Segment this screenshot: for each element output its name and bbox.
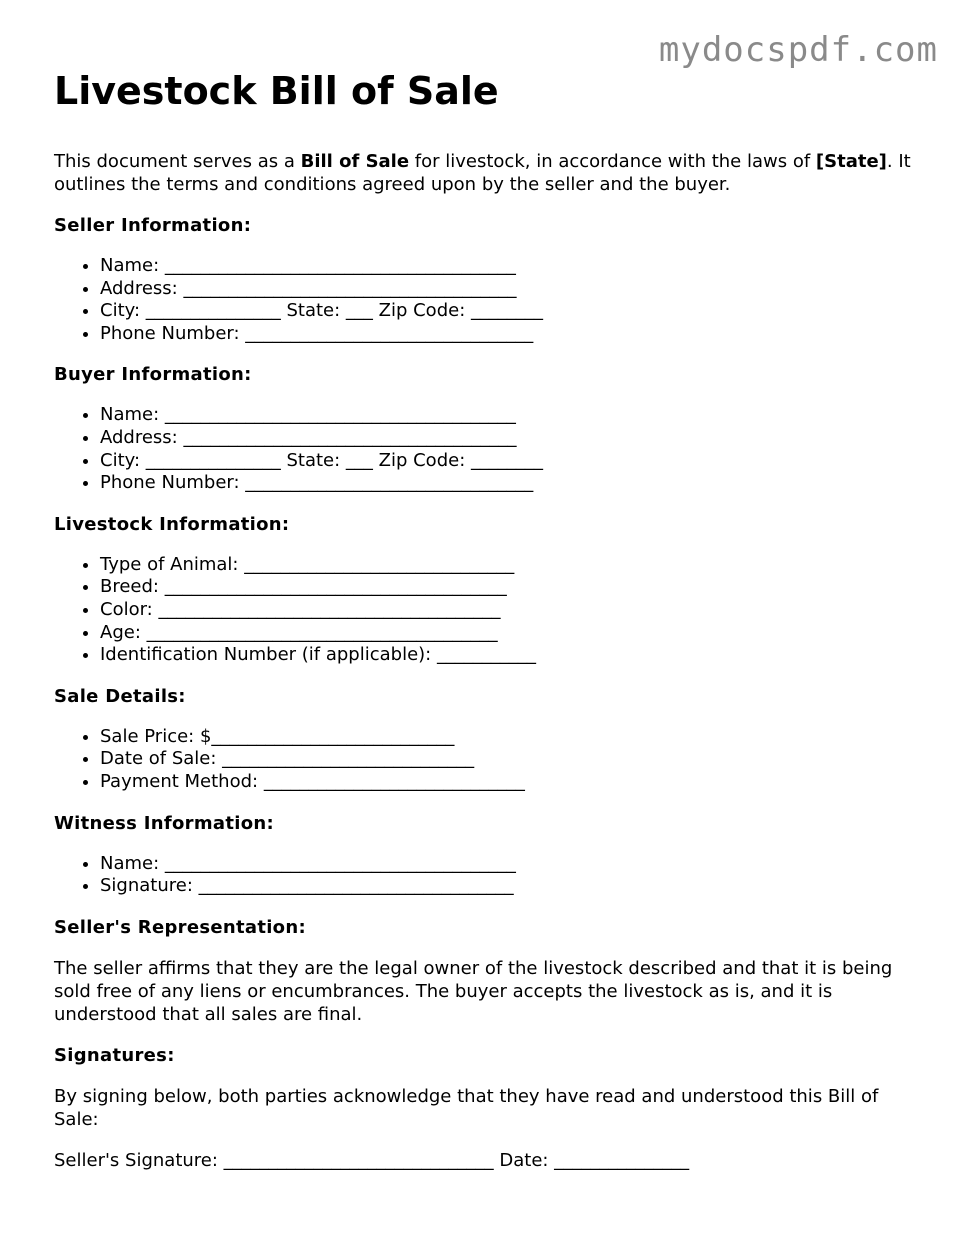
buyer-phone-field[interactable]: • Phone Number: ________________________________ <box>100 472 924 495</box>
buyer-city-state-zip-field[interactable]: • City: _______________ State: ___ Zip Code: ________ <box>100 450 924 473</box>
intro-text-1: This document serves as a <box>54 151 301 172</box>
document-page <box>54 66 924 1172</box>
intro-text-3: . It outlines the terms and conditions agreed upon by the seller and the buyer. <box>54 151 911 195</box>
intro-bold-bill-of-sale: Bill of Sale <box>300 151 410 172</box>
livestock-heading: Livestock Information: <box>54 513 290 535</box>
livestock-list <box>54 554 924 667</box>
intro-paragraph <box>54 150 924 196</box>
sale-details-heading: Sale Details: <box>54 685 186 707</box>
buyer-name-field[interactable]: • Name: _______________________________________ <box>100 404 924 427</box>
buyer-list <box>54 404 924 494</box>
signatures-heading: Signatures: <box>54 1044 175 1066</box>
seller-city-state-zip-field[interactable]: • City: _______________ State: ___ Zip Code: ________ <box>100 300 924 323</box>
witness-heading: Witness Information: <box>54 812 274 834</box>
witness-list <box>54 853 924 898</box>
identification-number-field[interactable]: • Identification Number (if applicable): ___________ <box>100 644 924 667</box>
intro-bold-state: [State] <box>815 151 887 172</box>
date-of-sale-field[interactable]: • Date of Sale: ____________________________ <box>100 748 924 771</box>
seller-name-field[interactable]: • Name: _______________________________________ <box>100 255 924 278</box>
seller-address-field[interactable]: • Address: _____________________________________ <box>100 278 924 301</box>
page-title: Livestock Bill of Sale <box>54 69 499 113</box>
seller-list <box>54 255 924 345</box>
age-field[interactable]: • Age: _______________________________________ <box>100 622 924 645</box>
seller-signature-date-field[interactable]: Seller's Signature: ______________________________ Date: _______________ <box>54 1149 690 1171</box>
seller-phone-field[interactable]: • Phone Number: ________________________________ <box>100 323 924 346</box>
payment-method-field[interactable]: • Payment Method: _____________________________ <box>100 771 924 794</box>
sale-details-list <box>54 726 924 794</box>
watermark: mydocspdf.com <box>658 30 938 70</box>
representation-heading: Seller's Representation: <box>54 916 306 938</box>
animal-type-field[interactable]: • Type of Animal: ______________________________ <box>100 554 924 577</box>
sale-price-field[interactable]: • Sale Price: $___________________________ <box>100 726 924 749</box>
witness-signature-field[interactable]: • Signature: ___________________________________ <box>100 875 924 898</box>
seller-heading: Seller Information: <box>54 215 252 236</box>
breed-field[interactable]: • Breed: ______________________________________ <box>100 576 924 599</box>
intro-text-2: for livestock, in accordance with the laws of <box>409 151 816 172</box>
witness-name-field[interactable]: • Name: _______________________________________ <box>100 853 924 876</box>
buyer-address-field[interactable]: • Address: _____________________________________ <box>100 427 924 450</box>
representation-paragraph: The seller affirms that they are the legal owner of the livestock described and that it is being sold free of any liens or encumbrances. The buyer accepts the livestock as is, and it is understood that all sales are final. <box>54 957 893 1025</box>
color-field[interactable]: • Color: ______________________________________ <box>100 599 924 622</box>
buyer-heading: Buyer Information: <box>54 364 252 386</box>
signatures-paragraph: By signing below, both parties acknowledge that they have read and understood this Bill of Sale: <box>54 1085 879 1130</box>
